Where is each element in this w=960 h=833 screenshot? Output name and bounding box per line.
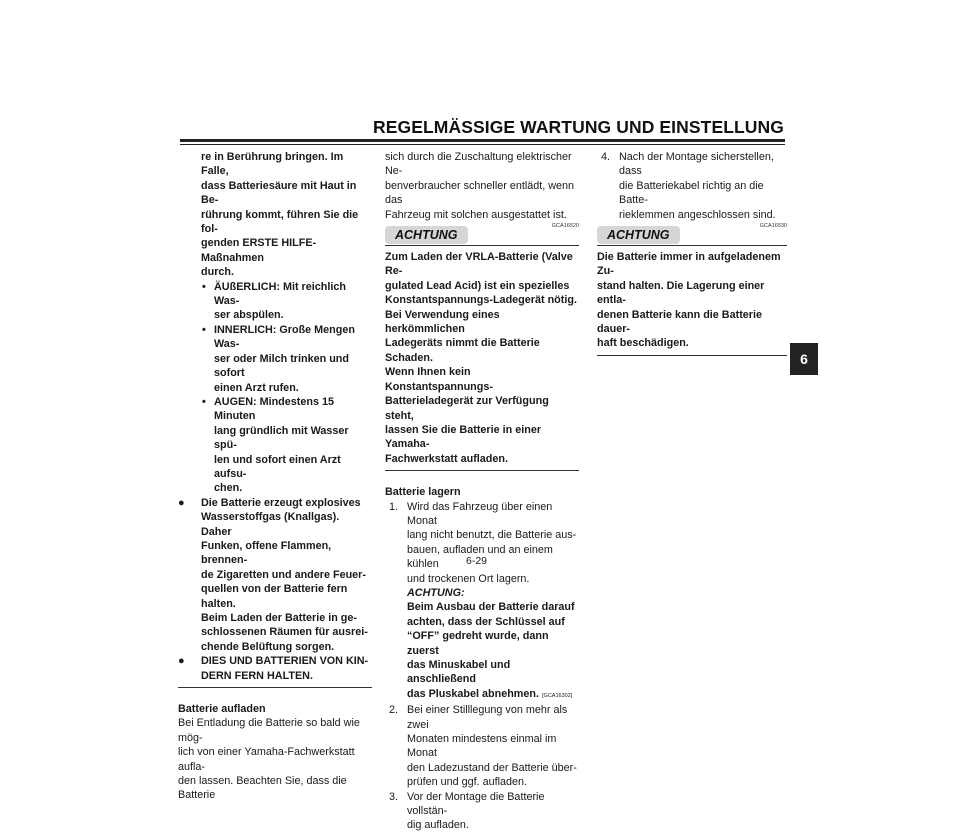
text-line: den lassen. Beachten Sie, dass die Batterie: [178, 775, 347, 802]
notice-text: [597, 250, 787, 351]
text-span: das Pluskabel abnehmen.: [407, 687, 540, 700]
step-number: 3.: [389, 790, 399, 803]
text-line: stand halten. Die Lagerung einer entla-: [597, 279, 765, 307]
notice-code: GCA16520: [551, 223, 579, 230]
bullet-icon: •: [202, 280, 206, 293]
text-line: haft beschädigen.: [597, 337, 689, 350]
notice-rule: [597, 245, 787, 246]
text-line: das Minuskabel und anschließend: [407, 659, 511, 686]
spacer: [178, 688, 372, 702]
left-column: [178, 150, 372, 803]
first-aid-item: [178, 280, 372, 323]
text-line: rührung kommt, führen Sie die fol-: [201, 208, 359, 236]
text-span: und trockenen Ort lagern.: [407, 572, 530, 585]
text-line: chen.: [214, 482, 243, 495]
text-line: dass Batteriesäure mit Haut in Be-: [201, 179, 357, 207]
text-line: lich von einer Yamaha-Fachwerkstatt aufla-: [178, 746, 355, 773]
text-line: achten, dass der Schlüssel auf: [407, 615, 565, 628]
first-aid-item: [178, 395, 372, 496]
text-line: lang nicht benutzt, die Batterie aus-: [407, 529, 577, 542]
text-line: Wenn Ihnen kein Konstantspannungs-: [385, 366, 493, 393]
notice-rule: [385, 245, 579, 246]
header-rule: [180, 139, 785, 142]
text-line: gulated Lead Acid) ist ein spezielles: [385, 279, 570, 292]
notice-label: ACHTUNG: [385, 226, 468, 244]
text-line: [407, 687, 579, 703]
text-line: Wasserstoffgas (Knallgas). Daher: [201, 511, 340, 538]
notice-header: [385, 223, 579, 248]
text-line: de Zigaretten und andere Feuer-: [201, 568, 366, 581]
text-line: genden ERSTE HILFE-Maßnahmen: [201, 237, 317, 264]
text-line: rieklemmen angeschlossen sind.: [619, 208, 776, 221]
text-line: Bei Entladung die Batterie so bald wie mög-: [178, 717, 360, 744]
text-line: len und sofort einen Arzt aufsu-: [214, 453, 341, 480]
text-line: Die Batterie immer in aufgeladenem Zu-: [597, 251, 781, 278]
text-line: Ladegeräts nimmt die Batterie Schaden.: [385, 337, 540, 364]
text-line: Funken, offene Flammen, brennen-: [201, 539, 332, 567]
text-line: Wird das Fahrzeug über einen Monat: [407, 500, 553, 527]
circle-bullet-icon: ●: [178, 655, 185, 668]
text-line: lang gründlich mit Wasser spü-: [214, 424, 349, 452]
text-line: durch.: [201, 266, 234, 279]
text-line: den Ladezustand der Batterie über-: [407, 761, 577, 774]
text-line: re in Berührung bringen. Im Falle,: [201, 151, 344, 178]
page-number: 6-29: [466, 555, 488, 567]
text-line: ser abspülen.: [214, 309, 284, 322]
text-line: “OFF” gedreht wurde, dann zuerst: [407, 630, 549, 657]
circle-bullet-icon: ●: [178, 496, 185, 509]
list-item: [597, 150, 787, 222]
list-item: [385, 703, 579, 789]
text-line: Monaten mindestens einmal im Monat: [407, 733, 557, 760]
section-divider: [597, 355, 787, 356]
text-line: chende Belüftung sorgen.: [201, 640, 335, 653]
warning-intro: [178, 150, 372, 280]
bullet-icon: •: [202, 395, 206, 408]
bullet-icon: •: [202, 323, 206, 336]
text-line: quellen von der Batterie fern halten.: [201, 583, 348, 610]
text-line: Beim Laden der Batterie in ge-: [201, 612, 357, 624]
notice-label: ACHTUNG: [597, 226, 680, 244]
step-number: 4.: [601, 151, 611, 163]
step-number: 1.: [389, 500, 399, 513]
text-line: Nach der Montage sicherstellen, dass: [619, 151, 774, 178]
text-line: INNERLICH: Große Mengen Was-: [214, 323, 355, 351]
text-line: DIES UND BATTERIEN VON KIN-: [201, 655, 369, 668]
spacer: [385, 471, 579, 485]
right-column: [597, 150, 787, 356]
warning-item: [178, 654, 372, 683]
text-line: Die Batterie erzeugt explosives: [201, 496, 361, 509]
text-line: benverbraucher schneller entlädt, wenn das: [385, 179, 575, 207]
warning-item: [178, 496, 372, 654]
header-rule-thin: [180, 144, 785, 145]
text-line: AUGEN: Mindestens 15 Minuten: [214, 395, 334, 423]
notice-header: [597, 223, 787, 248]
text-line: bauen, aufladen und an einem kühlen: [407, 543, 553, 571]
text-line: Beim Ausbau der Batterie darauf: [407, 601, 575, 614]
text-line: Vor der Montage die Batterie vollstän-: [407, 790, 545, 818]
first-aid-item: [178, 323, 372, 395]
text-line: lassen Sie die Batterie in einer Yamaha-: [385, 423, 542, 451]
notice-text: [385, 250, 579, 466]
text-line: Zum Laden der VRLA-Batterie (Valve Re-: [385, 251, 573, 278]
inline-achtung: ACHTUNG:: [407, 586, 465, 599]
text-line: DERN FERN HALTEN.: [201, 669, 313, 682]
text-line: Konstantspannungs-Ladegerät nötig.: [385, 294, 577, 307]
text-line: denen Batterie kann die Batterie dauer-: [597, 308, 763, 336]
text-line: schlossenen Räumen für ausrei-: [201, 626, 368, 639]
text-line: einen Arzt rufen.: [214, 381, 299, 394]
text-line: ÄUßERLICH: Mit reichlich Was-: [214, 280, 346, 308]
text-line: ser oder Milch trinken und sofort: [214, 352, 349, 380]
text-line: Fachwerkstatt aufladen.: [385, 452, 508, 465]
chapter-tab[interactable]: 6: [790, 343, 818, 375]
text-line: dig aufladen.: [407, 819, 469, 832]
text-line: Batterieladegerät zur Verfügung steht,: [385, 395, 549, 422]
page-title: REGELMÄSSIGE WARTUNG UND EINSTELLUNG: [373, 117, 784, 137]
notice-code: GCA16530: [759, 223, 787, 230]
step-number: 2.: [389, 704, 399, 717]
middle-column: [385, 150, 579, 833]
section-title: Batterie lagern: [385, 486, 461, 499]
inline-code: [GCA16302]: [542, 692, 573, 699]
section-title: Batterie aufladen: [178, 703, 266, 716]
text-line: Fahrzeug mit solchen ausgestattet ist.: [385, 208, 567, 221]
text-line: Bei einer Stilllegung von mehr als zwei: [407, 704, 568, 731]
list-item: [385, 500, 579, 704]
list-item: [385, 790, 579, 833]
text-line: prüfen und ggf. aufladen.: [407, 776, 528, 789]
text-line: [407, 572, 579, 601]
text-line: sich durch die Zuschaltung elektrischer Ne-: [385, 151, 572, 178]
text-line: Bei Verwendung eines herkömmlichen: [385, 308, 500, 336]
text-line: die Batteriekabel richtig an die Batte-: [619, 179, 764, 207]
